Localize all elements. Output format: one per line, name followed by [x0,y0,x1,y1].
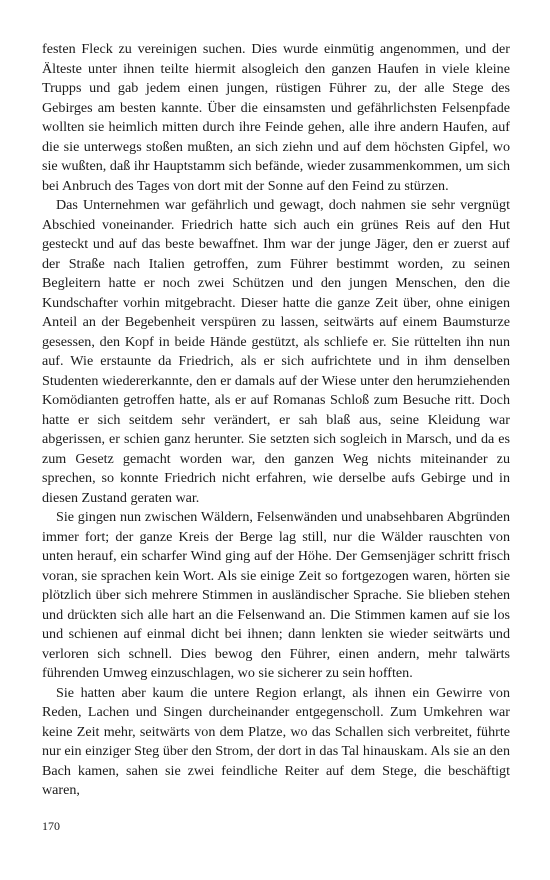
page-number: 170 [42,819,60,833]
paragraph-4: Sie hatten aber kaum die untere Region erlangt, als ihnen ein Gewirre von Reden, Lachen und Singen durcheinander entgegenscholl. Zum Umkehren war keine Zeit mehr, seitwärts von dem Platze, wo das Schallen sich verbreitet, führte nur ein einziger Steg über den Strom, der dort in das Tal hinauskam. Als sie an den Bach kamen, sahen sie zwei feindliche Reiter auf dem Stege, die beschäftigt waren, [42,684,510,798]
paragraph-1: festen Fleck zu vereinigen suchen. Dies wurde einmütig angenommen, und der Älteste unter ihnen teilte hiermit alsogleich den ganzen Haufen in viele kleine Trupps und gab jedem einen jungen, rüstigen Führer zu, der alle Stege des Gebirges am besten kannte. Über die einsamsten und gefährlichsten Felsenpfade wollten sie heimlich mitten durch ihre Feinde gehen, alle ihre andern Haufen, auf die sie unterwegs stoßen mußten, an sich ziehn und auf dem höchsten Gipfel, wo sie wußten, daß ihr Hauptstamm sich befände, wieder zusammenkommen, um sich bei Anbruch des Tages von dort mit der Sonne auf den Feind zu stürzen. [42,41,510,194]
body-text [42,40,510,801]
paragraph-2: Das Unternehmen war gefährlich und gewagt, doch nahmen sie sehr vergnügt Abschied voneinander. Friedrich hatte sich auch ein grünes Reis auf den Hut gesteckt und auf das beste bewaffnet. Ihm war der junge Jäger, den er zuerst auf der Straße nach Italien getroffen, zum Führer bestimmt worden, zu seinen Begleitern hatte er noch zwei Schützen und den jungen Menschen, den die Kundschafter vorhin mitgebracht. Dieser hatte die ganze Zeit über, ohne einigen Anteil an der Begebenheit verspüren zu lassen, seitwärts auf einem Baumsturze gesessen, den Kopf in beide Hände gestützt, als schliefe er. Sie rüttelten ihn nun auf. Wie erstaunte da Friedrich, als er sich aufrichtete und in ihm denselben Studenten wiedererkannte, den er damals auf der Wiese unter den herumziehenden Komödianten getroffen hatte, als er auf Romanas Schloß zum Besuche ritt. Doch hatte er sich seitdem sehr verändert, er sah blaß aus, seine Kleidung war abgerissen, er schien ganz herunter. Sie setzten sich sogleich in Marsch, und da es zum Gesetz gemacht worden war, den ganzen Weg nichts miteinander zu sprechen, so konnte Friedrich nicht erfahren, wie derselbe aufs Gebirge und in diesen Zustand geraten war. [42,197,510,506]
paragraph-3: Sie gingen nun zwischen Wäldern, Felsenwänden und unabsehbaren Abgründen immer fort; der ganze Kreis der Berge lag still, nur die Wälder rauschten von unten herauf, ein scharfer Wind ging auf der Höhe. Der Gemsenjäger schritt frisch voran, sie sprachen kein Wort. Als sie einige Zeit so fortgezogen waren, hörten sie plötzlich über sich mehrere Stimmen in ausländischer Sprache. Sie blieben stehen und drückten sich alle hart an die Felsenwand an. Die Stimmen kamen auf sie los und schienen auf einmal dicht bei ihnen; dann lenkten sie wieder seitwärts und verloren sich schnell. Dies bewog den Führer, einen andern, mehr talwärts führenden Umweg einzuschlagen, wo sie sicherer zu sein hofften. [42,509,510,681]
